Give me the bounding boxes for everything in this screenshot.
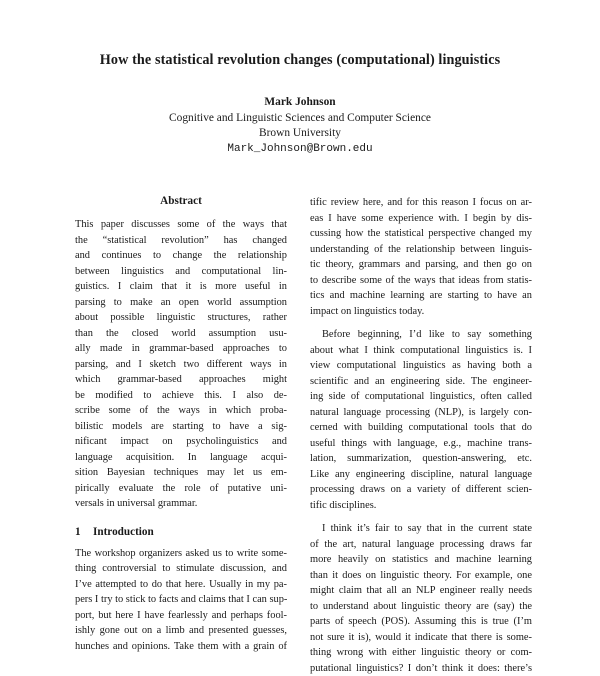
introduction-line: I’ve attempted to do that here. Usually in my pa- bbox=[75, 577, 287, 593]
body-line: than it does on linguistic theory. For example, one bbox=[310, 568, 532, 584]
body-line: useful things with language, e.g., machine trans- bbox=[310, 436, 532, 452]
body-line: lation, summarization, question-answering, etc. bbox=[310, 451, 532, 467]
body-line: tific review here, and for this reason I focus on ar- bbox=[310, 195, 532, 211]
abstract-line: parsing, and I sketch two different ways in bbox=[75, 357, 287, 373]
section-heading-introduction bbox=[75, 526, 287, 538]
abstract-line: nificant impact on psycholinguistics and bbox=[75, 434, 287, 450]
body-line: more heavily on statistics and machine learning bbox=[310, 552, 532, 568]
body-line: to understand about linguistic theory are (say) the bbox=[310, 599, 532, 615]
abstract-line: which grammar-based approaches might bbox=[75, 372, 287, 388]
abstract-line: scribe some of the ways in which proba- bbox=[75, 403, 287, 419]
abstract-line: parsing to make an open world assumption bbox=[75, 295, 287, 311]
body-line: cerned with building computational tools that do bbox=[310, 420, 532, 436]
introduction-line: The workshop organizers asked us to write some- bbox=[75, 546, 287, 562]
abstract-line: bilistic models are starting to have a sig- bbox=[75, 419, 287, 435]
paragraph-definition bbox=[310, 327, 532, 513]
body-line: natural language processing (NLP), is largely con- bbox=[310, 405, 532, 421]
abstract-line: This paper discusses some of the ways that bbox=[75, 217, 287, 233]
left-column bbox=[75, 195, 287, 654]
body-line: parts of speech (POS). Assuming this is true (I’m bbox=[310, 614, 532, 630]
body-line: tific disciplines. bbox=[310, 498, 532, 514]
introduction-line: hunches and opinions. Take them with a grain of bbox=[75, 639, 287, 655]
abstract-heading: Abstract bbox=[75, 195, 287, 207]
abstract-line: versals in universal grammar. bbox=[75, 496, 287, 512]
body-line: tic theory, grammars and parsing, and then go on bbox=[310, 257, 532, 273]
body-line: tics and machine learning are starting to have an bbox=[310, 288, 532, 304]
abstract-line: between linguistics and computational lin- bbox=[75, 264, 287, 280]
body-line: understanding of the relationship between linguis- bbox=[310, 242, 532, 258]
introduction-line: ishly gone out on a limb and presented guesses, bbox=[75, 623, 287, 639]
body-line: thing wrong with either linguistic theory or com- bbox=[310, 645, 532, 661]
introduction-line: port, but here I have fearlessly and perhaps fool- bbox=[75, 608, 287, 624]
introduction-line: thing controversial to stimulate discussion, and bbox=[75, 561, 287, 577]
abstract-line: language acquisition. In language acqui- bbox=[75, 450, 287, 466]
body-line: Before beginning, I’d like to say something bbox=[310, 327, 532, 343]
body-line: view computational linguistics as having both a bbox=[310, 358, 532, 374]
abstract-line: and continues to change the relationship bbox=[75, 248, 287, 264]
body-line: putational linguistics? I don’t think it does: there’s bbox=[310, 661, 532, 676]
paper-title: How the statistical revolution changes (computational) linguistics bbox=[0, 52, 600, 69]
section-number: 1 bbox=[75, 526, 93, 538]
abstract-body bbox=[75, 217, 287, 512]
abstract-line: sition Bayesian techniques may let us em- bbox=[75, 465, 287, 481]
author-name: Mark Johnson bbox=[0, 95, 600, 111]
author-affiliation: Cognitive and Linguistic Sciences and Computer Science bbox=[0, 111, 600, 127]
body-line: might claim that all an NLP engineer really needs bbox=[310, 583, 532, 599]
section-title: Introduction bbox=[93, 526, 154, 538]
abstract-line: the “statistical revolution” has changed bbox=[75, 233, 287, 249]
right-column bbox=[310, 195, 532, 676]
body-line: impact on linguistics today. bbox=[310, 304, 532, 320]
abstract-line: about possible linguistic structures, rather bbox=[75, 310, 287, 326]
author-institution: Brown University bbox=[0, 126, 600, 142]
introduction-line: pers I try to stick to facts and claims that I can sup- bbox=[75, 592, 287, 608]
author-block bbox=[0, 95, 600, 157]
abstract-line: ally made in grammar-based approaches to bbox=[75, 341, 287, 357]
author-email: Mark_Johnson@Brown.edu bbox=[0, 142, 600, 158]
abstract-line: guistics. I claim that it is more useful in bbox=[75, 279, 287, 295]
body-line: Like any engineering discipline, natural language bbox=[310, 467, 532, 483]
body-line: to describe some of the ways that ideas from statis- bbox=[310, 273, 532, 289]
paragraph-state-of-art bbox=[310, 521, 532, 676]
abstract-line: than the closed world assumption usu- bbox=[75, 326, 287, 342]
body-line: of the art, natural language processing draws far bbox=[310, 537, 532, 553]
body-line: I think it’s fair to say that in the current state bbox=[310, 521, 532, 537]
body-line: processing draws on a variety of different scien- bbox=[310, 482, 532, 498]
body-line: scientific and an engineering side. The engineer- bbox=[310, 374, 532, 390]
body-line: cussing how the statistical perspective changed my bbox=[310, 226, 532, 242]
body-line: eas I have some experience with. I begin by dis- bbox=[310, 211, 532, 227]
abstract-line: pirically evaluate the role of putative uni- bbox=[75, 481, 287, 497]
abstract-line: be modified to achieve this. I also de- bbox=[75, 388, 287, 404]
body-line: ing side of computational linguistics, often called bbox=[310, 389, 532, 405]
body-line: not sure it is), would it indicate that there is some- bbox=[310, 630, 532, 646]
paragraph-scope bbox=[310, 195, 532, 319]
body-line: about what I think computational linguistics is. I bbox=[310, 343, 532, 359]
